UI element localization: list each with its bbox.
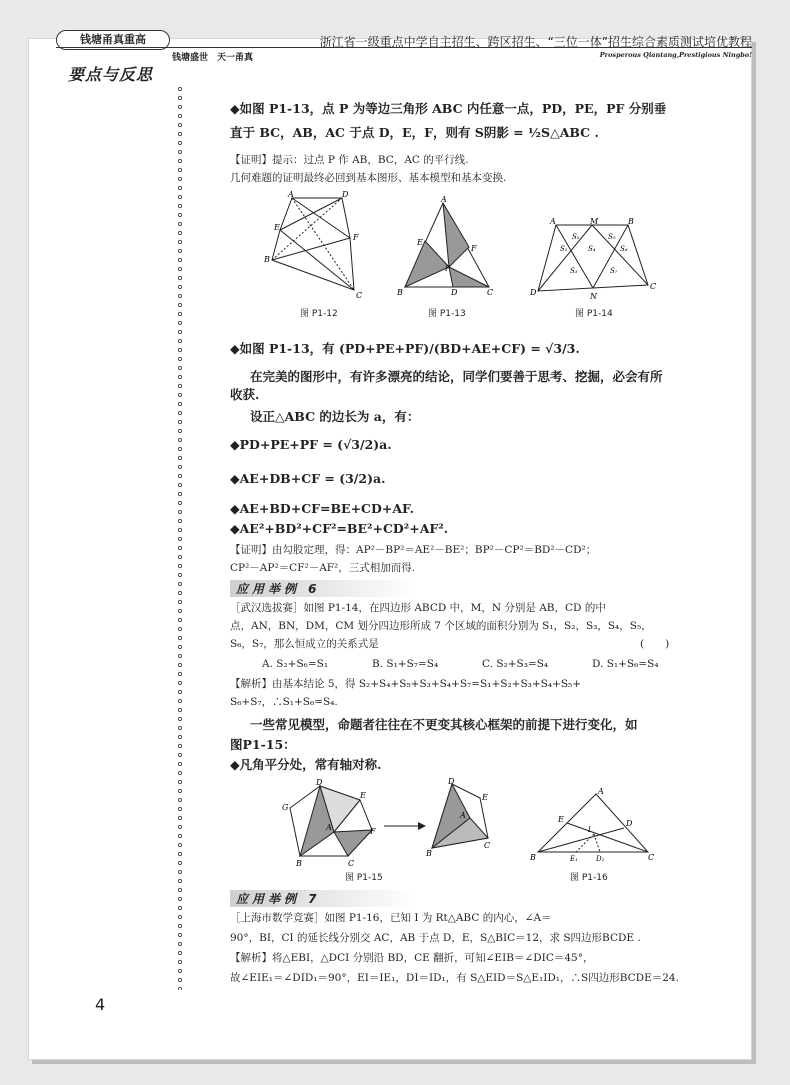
formula-1: ◆如图 P1-13，有 (PD+PE+PF)/(BD+AE+CF) = √3/3. [230, 341, 580, 356]
svg-text:C: C [650, 282, 657, 291]
svg-text:B: B [530, 853, 536, 862]
question-7a: ［上海市数学竞赛］如图 P1-16，已知 I 为 Rt△ABC 的内心，∠A＝ [230, 912, 552, 924]
svg-text:P: P [445, 265, 450, 273]
svg-text:D: D [530, 288, 537, 297]
option-c: C. S₂+S₃=S₄ [482, 658, 549, 670]
figure-p1-12 [262, 190, 372, 300]
svg-text:B: B [264, 255, 270, 264]
svg-text:A: A [460, 811, 466, 820]
figure-p1-15 [280, 778, 505, 868]
svg-text:S₅: S₅ [608, 233, 616, 241]
header-logo: 钱塘甬真重高 [56, 30, 170, 50]
proof-1: 【证明】提示：过点 P 作 AB，BC，AC 的平行线. [230, 154, 469, 166]
question-6b: 点，AN，BN，DM，CM 划分四边形所成 7 个区域的面积分别为 S₁，S₂，S₃，S₄，S₅， [230, 620, 652, 632]
para-3b: 收获. [230, 387, 260, 402]
formula-5: ◆AE²+BD²+CF²=BE²+CD²+AF². [230, 521, 449, 536]
para-5a: 一些常见模型，命题者往往在不更变其核心框架的前提下进行变化，如 [250, 717, 638, 732]
svg-text:F: F [370, 827, 376, 836]
caption-p1-15: 图 P1-15 [345, 873, 383, 883]
svg-text:D: D [448, 778, 455, 786]
formula-6: ◆凡角平分处，常有轴对称. [230, 757, 382, 772]
header-rule [56, 47, 752, 48]
para-3a: 在完美的图形中，有许多漂亮的结论，同学们要善于思考、挖掘，必会有所 [250, 369, 663, 384]
header-english: Prosperous Qiantang,Prestigious Ningbo! [599, 51, 752, 59]
svg-text:A: A [598, 788, 604, 796]
option-d: D. S₁+S₆=S₄ [592, 658, 659, 670]
answer-6a: 【解析】由基本结论 5，得 S₂+S₄+S₅+S₃+S₄+S₇=S₁+S₂+S₃+S₄+S₅+ [230, 678, 582, 690]
svg-text:C: C [348, 859, 355, 868]
svg-text:S₇: S₇ [610, 267, 618, 275]
caption-p1-13: 图 P1-13 [428, 309, 466, 319]
dotted-margin-rule [176, 85, 184, 990]
svg-text:E: E [360, 791, 366, 800]
svg-text:A: A [288, 190, 294, 199]
svg-text:C: C [487, 288, 494, 297]
svg-text:D: D [626, 819, 633, 828]
para-1a: ◆如图 P1-13，点 P 为等边三角形 ABC 内任意一点，PD，PE，PF 分别垂 [230, 101, 667, 116]
formula-4: ◆AE+BD+CF=BE+CD+AF. [230, 501, 414, 516]
para-4: 设正△ABC 的边长为 a，有： [250, 409, 420, 424]
section-example-7: 应用举例 7 [230, 890, 416, 907]
svg-text:M: M [590, 217, 599, 226]
caption-p1-16: 图 P1-16 [570, 873, 608, 883]
para-2: 几何难题的证明最终必回到基本图形、基本模型和基本变换. [230, 172, 507, 184]
svg-text:A: A [441, 195, 447, 204]
svg-text:S₄: S₄ [588, 245, 596, 253]
question-7b: 90°，BI，CI 的延长线分别交 AC，AB 于点 D，E，S△BIC＝12，求 S四边形BCDE . [230, 932, 641, 944]
formula-2: ◆PD+PE+PF = (√3/2)a. [230, 437, 392, 452]
answer-7a: 【解析】将△EBI，△DCI 分别沿 BD，CE 翻折，可知∠EIB＝∠DIC＝45°， [230, 952, 594, 964]
proof-2b: CP²－AP²＝CF²－AF²，三式相加而得. [230, 562, 416, 574]
svg-text:B: B [397, 288, 403, 297]
proof-2a: 【证明】由勾股定理，得：AP²－BP²＝AE²－BE²；BP²－CP²＝BD²－CD²； [230, 544, 597, 556]
svg-text:B: B [296, 859, 302, 868]
svg-text:B: B [426, 849, 432, 858]
svg-text:S₂: S₂ [572, 233, 580, 241]
svg-text:A: A [550, 217, 556, 226]
svg-text:I: I [588, 826, 591, 834]
svg-text:D: D [342, 190, 349, 199]
section-example-6: 应用举例 6 [230, 580, 416, 597]
svg-text:G: G [282, 803, 289, 812]
svg-text:E: E [558, 815, 564, 824]
svg-text:E: E [274, 223, 280, 232]
svg-text:B: B [628, 217, 634, 226]
svg-text:S₁: S₁ [560, 245, 568, 253]
para-5b: 图P1-15： [230, 737, 296, 752]
svg-text:F: F [471, 244, 477, 253]
svg-text:N: N [590, 292, 597, 300]
para-1b: 直于 BC，AB，AC 于点 D，E，F，则有 S阴影 = ½S△ABC . [230, 125, 599, 140]
answer-7b: 故∠EIE₁＝∠DID₁＝90°，EI＝IE₁，DI＝ID₁，有 S△EID＝S△E₁ID₁，∴S四边形BCDE＝24. [230, 972, 679, 984]
option-b: B. S₁+S₇=S₄ [372, 658, 439, 670]
caption-p1-12: 图 P1-12 [300, 309, 338, 319]
svg-text:C: C [648, 853, 655, 862]
question-6a: ［武汉选拔赛］如图 P1-14，在四边形 ABCD 中，M，N 分别是 AB，CD 的中 [230, 602, 606, 614]
header-title: 浙江省一级重点中学自主招生、跨区招生、“三位一体”招生综合素质测试培优教程 [319, 35, 752, 49]
svg-text:S₆: S₆ [620, 245, 628, 253]
svg-text:D₁: D₁ [596, 855, 605, 863]
svg-text:S₃: S₃ [570, 267, 578, 275]
caption-p1-14: 图 P1-14 [575, 309, 613, 319]
svg-text:A: A [326, 823, 332, 832]
formula-3: ◆AE+DB+CF = (3/2)a. [230, 471, 386, 486]
page-number: 4 [95, 995, 106, 1014]
svg-text:E: E [482, 793, 488, 802]
option-a: A. S₂+S₆=S₁ [262, 658, 329, 670]
answer-paren: ( ) [640, 638, 670, 650]
svg-text:C: C [356, 291, 363, 300]
figure-p1-14 [528, 215, 658, 300]
svg-text:D: D [451, 288, 458, 297]
svg-text:C: C [484, 841, 491, 850]
header-subtitle: 钱塘盛世 天一甬真 [172, 53, 254, 63]
figure-p1-13 [395, 195, 500, 300]
answer-6b: S₆+S₇，∴S₁+S₆=S₄. [230, 696, 338, 708]
question-6c: S₆，S₇，那么恒成立的关系式是 [230, 638, 379, 650]
svg-text:D: D [316, 778, 323, 787]
svg-text:E: E [417, 238, 423, 247]
figure-p1-16 [528, 788, 658, 863]
svg-text:F: F [353, 233, 359, 242]
svg-text:E₁: E₁ [570, 855, 578, 863]
side-label: 要点与反思 [68, 65, 154, 84]
